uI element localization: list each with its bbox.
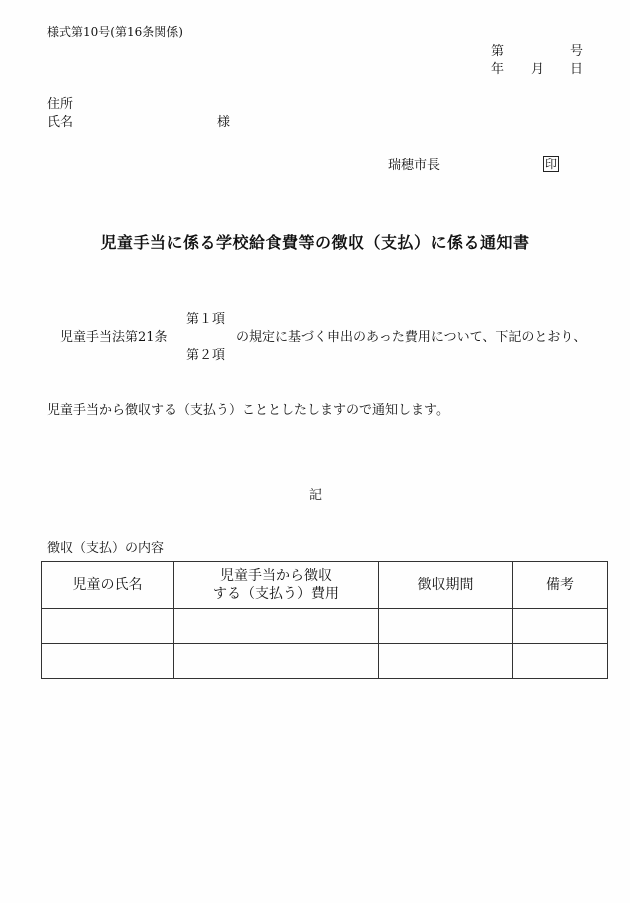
body-line-2: 児童手当から徴収する（支払う）こととしたしますので通知します。: [47, 403, 449, 418]
address-label: 住所: [47, 97, 74, 112]
content-table: [41, 561, 608, 679]
table-cell: [513, 644, 608, 679]
law-reference: 児童手当法第21条: [60, 330, 168, 345]
date-day-label: 日: [570, 62, 584, 77]
doc-number-prefix: 第: [491, 44, 505, 59]
date-year-label: 年: [491, 62, 505, 77]
table-cell: [513, 609, 608, 644]
honorific: 様: [217, 115, 231, 130]
law-item-1: 第１項: [186, 312, 226, 327]
date-month-label: 月: [531, 62, 545, 77]
table-cell: [379, 644, 513, 679]
table-cell: [42, 644, 174, 679]
table-row: [42, 609, 608, 644]
header-remarks: 備考: [513, 562, 608, 609]
seal-text: 印: [545, 157, 558, 171]
table-cell: [42, 609, 174, 644]
doc-number-suffix: 号: [570, 44, 584, 59]
name-label: 氏名: [47, 115, 74, 130]
table-cell: [174, 609, 379, 644]
section-label: 徴収（支払）の内容: [47, 541, 165, 556]
table-cell: [174, 644, 379, 679]
document-title: 児童手当に係る学校給食費等の徴収（支払）に係る通知書: [100, 233, 530, 252]
header-period: 徴収期間: [379, 562, 513, 609]
table-header-row: [42, 562, 608, 609]
table-row: [42, 644, 608, 679]
ki-heading: 記: [309, 488, 323, 503]
header-expense: 児童手当から徴収 する（支払う）費用: [174, 562, 379, 609]
issuer-name: 瑞穂市長: [388, 158, 441, 173]
law-item-2: 第２項: [186, 348, 226, 363]
table-cell: [379, 609, 513, 644]
header-child-name: 児童の氏名: [42, 562, 174, 609]
form-number: 様式第10号(第16条関係): [47, 25, 183, 39]
body-line-1: の規定に基づく申出のあった費用について、下記のとおり、: [236, 330, 587, 345]
seal-mark: [543, 153, 559, 172]
